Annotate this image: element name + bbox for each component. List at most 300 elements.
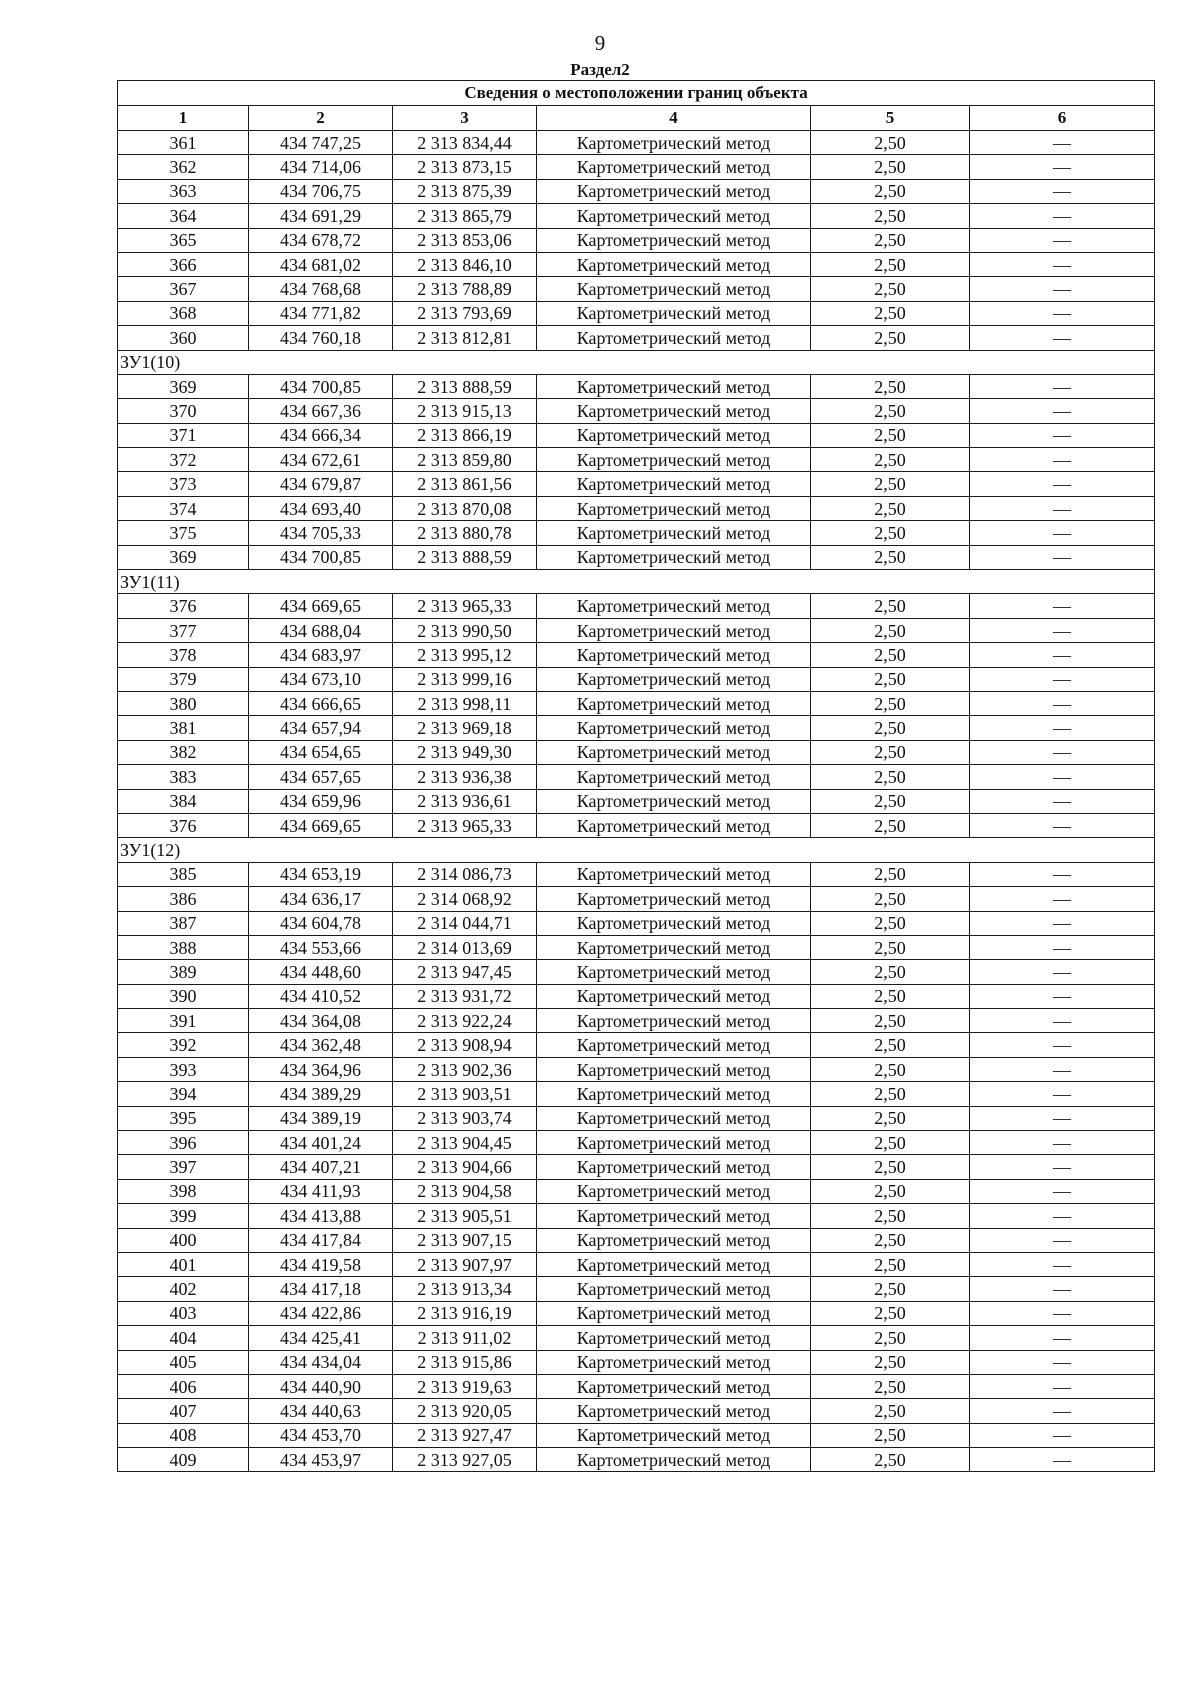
accuracy-cell: 2,50 [811, 521, 970, 545]
x-coordinate-cell: 434 654,65 [249, 740, 393, 764]
boundary-coordinates-table [117, 80, 1155, 1472]
point-number-cell: 399 [118, 1204, 249, 1228]
method-cell: Картометрический метод [537, 472, 811, 496]
column-header: 2 [249, 106, 393, 131]
method-cell: Картометрический метод [537, 131, 811, 155]
method-cell: Картометрический метод [537, 277, 811, 301]
y-coordinate-cell: 2 313 846,10 [393, 252, 537, 276]
table-row [118, 423, 1155, 447]
x-coordinate-cell: 434 434,04 [249, 1350, 393, 1374]
table-row [118, 740, 1155, 764]
x-coordinate-cell: 434 448,60 [249, 960, 393, 984]
accuracy-cell: 2,50 [811, 423, 970, 447]
note-cell: — [970, 1423, 1155, 1447]
table-row [118, 545, 1155, 569]
method-cell: Картометрический метод [537, 1082, 811, 1106]
point-number-cell: 385 [118, 862, 249, 886]
method-cell: Картометрический метод [537, 667, 811, 691]
point-number-cell: 388 [118, 935, 249, 959]
accuracy-cell: 2,50 [811, 204, 970, 228]
method-cell: Картометрический метод [537, 1009, 811, 1033]
x-coordinate-cell: 434 659,96 [249, 789, 393, 813]
method-cell: Картометрический метод [537, 716, 811, 740]
y-coordinate-cell: 2 313 965,33 [393, 813, 537, 837]
table-row [118, 1350, 1155, 1374]
note-cell: — [970, 1326, 1155, 1350]
point-number-cell: 402 [118, 1277, 249, 1301]
accuracy-cell: 2,50 [811, 1374, 970, 1398]
x-coordinate-cell: 434 417,18 [249, 1277, 393, 1301]
accuracy-cell: 2,50 [811, 496, 970, 520]
note-cell: — [970, 618, 1155, 642]
note-cell: — [970, 960, 1155, 984]
note-cell: — [970, 1082, 1155, 1106]
note-cell: — [970, 716, 1155, 740]
point-number-cell: 386 [118, 887, 249, 911]
note-cell: — [970, 204, 1155, 228]
accuracy-cell: 2,50 [811, 326, 970, 350]
x-coordinate-cell: 434 673,10 [249, 667, 393, 691]
table-row [118, 521, 1155, 545]
method-cell: Картометрический метод [537, 911, 811, 935]
accuracy-cell: 2,50 [811, 1399, 970, 1423]
y-coordinate-cell: 2 313 969,18 [393, 716, 537, 740]
y-coordinate-cell: 2 313 793,69 [393, 301, 537, 325]
note-cell: — [970, 131, 1155, 155]
method-cell: Картометрический метод [537, 1301, 811, 1325]
accuracy-cell: 2,50 [811, 887, 970, 911]
accuracy-cell: 2,50 [811, 1326, 970, 1350]
point-number-cell: 381 [118, 716, 249, 740]
table-row [118, 204, 1155, 228]
point-number-cell: 408 [118, 1423, 249, 1447]
note-cell: — [970, 643, 1155, 667]
note-cell: — [970, 594, 1155, 618]
method-cell: Картометрический метод [537, 1057, 811, 1081]
note-cell: — [970, 984, 1155, 1008]
method-cell: Картометрический метод [537, 521, 811, 545]
column-header: 4 [537, 106, 811, 131]
x-coordinate-cell: 434 700,85 [249, 545, 393, 569]
x-coordinate-cell: 434 413,88 [249, 1204, 393, 1228]
accuracy-cell: 2,50 [811, 667, 970, 691]
table-row [118, 277, 1155, 301]
point-number-cell: 378 [118, 643, 249, 667]
x-coordinate-cell: 434 389,19 [249, 1106, 393, 1130]
point-number-cell: 383 [118, 765, 249, 789]
point-number-cell: 380 [118, 691, 249, 715]
y-coordinate-cell: 2 313 936,61 [393, 789, 537, 813]
accuracy-cell: 2,50 [811, 691, 970, 715]
column-number-row [118, 106, 1155, 131]
accuracy-cell: 2,50 [811, 448, 970, 472]
table-row [118, 1057, 1155, 1081]
accuracy-cell: 2,50 [811, 862, 970, 886]
point-number-cell: 390 [118, 984, 249, 1008]
point-number-cell: 396 [118, 1131, 249, 1155]
point-number-cell: 409 [118, 1448, 249, 1472]
accuracy-cell: 2,50 [811, 813, 970, 837]
method-cell: Картометрический метод [537, 813, 811, 837]
point-number-cell: 382 [118, 740, 249, 764]
y-coordinate-cell: 2 313 788,89 [393, 277, 537, 301]
y-coordinate-cell: 2 314 086,73 [393, 862, 537, 886]
table-row [118, 1399, 1155, 1423]
x-coordinate-cell: 434 679,87 [249, 472, 393, 496]
table-row [118, 1228, 1155, 1252]
point-number-cell: 365 [118, 228, 249, 252]
method-cell: Картометрический метод [537, 1179, 811, 1203]
table-row [118, 496, 1155, 520]
point-number-cell: 400 [118, 1228, 249, 1252]
point-number-cell: 366 [118, 252, 249, 276]
table-row [118, 179, 1155, 203]
method-cell: Картометрический метод [537, 399, 811, 423]
accuracy-cell: 2,50 [811, 228, 970, 252]
note-cell: — [970, 765, 1155, 789]
note-cell: — [970, 1277, 1155, 1301]
point-number-cell: 362 [118, 155, 249, 179]
method-cell: Картометрический метод [537, 179, 811, 203]
point-number-cell: 405 [118, 1350, 249, 1374]
y-coordinate-cell: 2 313 990,50 [393, 618, 537, 642]
method-cell: Картометрический метод [537, 1204, 811, 1228]
y-coordinate-cell: 2 313 880,78 [393, 521, 537, 545]
table-row [118, 1033, 1155, 1057]
accuracy-cell: 2,50 [811, 984, 970, 1008]
accuracy-cell: 2,50 [811, 1252, 970, 1276]
point-number-cell: 374 [118, 496, 249, 520]
table-row [118, 155, 1155, 179]
note-cell: — [970, 1155, 1155, 1179]
accuracy-cell: 2,50 [811, 935, 970, 959]
note-cell: — [970, 813, 1155, 837]
x-coordinate-cell: 434 683,97 [249, 643, 393, 667]
table-row [118, 399, 1155, 423]
point-number-cell: 393 [118, 1057, 249, 1081]
note-cell: — [970, 277, 1155, 301]
table-row [118, 1082, 1155, 1106]
y-coordinate-cell: 2 313 907,97 [393, 1252, 537, 1276]
method-cell: Картометрический метод [537, 594, 811, 618]
y-coordinate-cell: 2 313 812,81 [393, 326, 537, 350]
note-cell: — [970, 691, 1155, 715]
point-number-cell: 395 [118, 1106, 249, 1130]
y-coordinate-cell: 2 313 902,36 [393, 1057, 537, 1081]
method-cell: Картометрический метод [537, 960, 811, 984]
method-cell: Картометрический метод [537, 1252, 811, 1276]
y-coordinate-cell: 2 313 931,72 [393, 984, 537, 1008]
x-coordinate-cell: 434 672,61 [249, 448, 393, 472]
section-title: Раздел2 [570, 60, 630, 79]
y-coordinate-cell: 2 313 908,94 [393, 1033, 537, 1057]
note-cell: — [970, 935, 1155, 959]
accuracy-cell: 2,50 [811, 179, 970, 203]
group-header-row [118, 570, 1155, 594]
column-header: 6 [970, 106, 1155, 131]
y-coordinate-cell: 2 313 995,12 [393, 643, 537, 667]
y-coordinate-cell: 2 313 907,15 [393, 1228, 537, 1252]
accuracy-cell: 2,50 [811, 1204, 970, 1228]
note-cell: — [970, 301, 1155, 325]
table-row [118, 813, 1155, 837]
accuracy-cell: 2,50 [811, 1350, 970, 1374]
column-header: 5 [811, 106, 970, 131]
note-cell: — [970, 887, 1155, 911]
accuracy-cell: 2,50 [811, 1423, 970, 1447]
note-cell: — [970, 1228, 1155, 1252]
table-row [118, 472, 1155, 496]
y-coordinate-cell: 2 313 965,33 [393, 594, 537, 618]
y-coordinate-cell: 2 313 870,08 [393, 496, 537, 520]
point-number-cell: 387 [118, 911, 249, 935]
note-cell: — [970, 423, 1155, 447]
method-cell: Картометрический метод [537, 691, 811, 715]
table-row [118, 1448, 1155, 1472]
x-coordinate-cell: 434 706,75 [249, 179, 393, 203]
y-coordinate-cell: 2 313 834,44 [393, 131, 537, 155]
table-row [118, 1301, 1155, 1325]
y-coordinate-cell: 2 313 888,59 [393, 545, 537, 569]
table-row [118, 1252, 1155, 1276]
x-coordinate-cell: 434 747,25 [249, 131, 393, 155]
point-number-cell: 370 [118, 399, 249, 423]
point-number-cell: 361 [118, 131, 249, 155]
point-number-cell: 397 [118, 1155, 249, 1179]
x-coordinate-cell: 434 407,21 [249, 1155, 393, 1179]
x-coordinate-cell: 434 678,72 [249, 228, 393, 252]
x-coordinate-cell: 434 453,97 [249, 1448, 393, 1472]
accuracy-cell: 2,50 [811, 960, 970, 984]
point-number-cell: 363 [118, 179, 249, 203]
y-coordinate-cell: 2 313 936,38 [393, 765, 537, 789]
note-cell: — [970, 1131, 1155, 1155]
note-cell: — [970, 448, 1155, 472]
method-cell: Картометрический метод [537, 545, 811, 569]
table-body [118, 131, 1155, 1472]
accuracy-cell: 2,50 [811, 1277, 970, 1301]
point-number-cell: 372 [118, 448, 249, 472]
y-coordinate-cell: 2 313 913,34 [393, 1277, 537, 1301]
method-cell: Картометрический метод [537, 887, 811, 911]
table-row [118, 789, 1155, 813]
table-row [118, 1131, 1155, 1155]
group-label: ЗУ1(10) [118, 350, 1155, 374]
x-coordinate-cell: 434 411,93 [249, 1179, 393, 1203]
method-cell: Картометрический метод [537, 423, 811, 447]
x-coordinate-cell: 434 410,52 [249, 984, 393, 1008]
table-row [118, 326, 1155, 350]
table-row [118, 301, 1155, 325]
method-cell: Картометрический метод [537, 789, 811, 813]
point-number-cell: 401 [118, 1252, 249, 1276]
method-cell: Картометрический метод [537, 1423, 811, 1447]
point-number-cell: 367 [118, 277, 249, 301]
table-row [118, 374, 1155, 398]
point-number-cell: 394 [118, 1082, 249, 1106]
x-coordinate-cell: 434 419,58 [249, 1252, 393, 1276]
method-cell: Картометрический метод [537, 448, 811, 472]
y-coordinate-cell: 2 313 927,47 [393, 1423, 537, 1447]
method-cell: Картометрический метод [537, 1399, 811, 1423]
method-cell: Картометрический метод [537, 935, 811, 959]
point-number-cell: 398 [118, 1179, 249, 1203]
y-coordinate-cell: 2 313 904,45 [393, 1131, 537, 1155]
x-coordinate-cell: 434 422,86 [249, 1301, 393, 1325]
note-cell: — [970, 1374, 1155, 1398]
point-number-cell: 376 [118, 813, 249, 837]
method-cell: Картометрический метод [537, 643, 811, 667]
accuracy-cell: 2,50 [811, 399, 970, 423]
y-coordinate-cell: 2 313 865,79 [393, 204, 537, 228]
method-cell: Картометрический метод [537, 1350, 811, 1374]
note-cell: — [970, 521, 1155, 545]
x-coordinate-cell: 434 666,34 [249, 423, 393, 447]
table-row [118, 228, 1155, 252]
y-coordinate-cell: 2 313 922,24 [393, 1009, 537, 1033]
method-cell: Картометрический метод [537, 1106, 811, 1130]
table-row [118, 1423, 1155, 1447]
x-coordinate-cell: 434 389,29 [249, 1082, 393, 1106]
table-row [118, 618, 1155, 642]
note-cell: — [970, 1009, 1155, 1033]
table-row [118, 887, 1155, 911]
accuracy-cell: 2,50 [811, 301, 970, 325]
y-coordinate-cell: 2 313 999,16 [393, 667, 537, 691]
note-cell: — [970, 911, 1155, 935]
x-coordinate-cell: 434 657,65 [249, 765, 393, 789]
accuracy-cell: 2,50 [811, 1033, 970, 1057]
x-coordinate-cell: 434 705,33 [249, 521, 393, 545]
accuracy-cell: 2,50 [811, 1009, 970, 1033]
table-row [118, 1374, 1155, 1398]
x-coordinate-cell: 434 768,68 [249, 277, 393, 301]
accuracy-cell: 2,50 [811, 131, 970, 155]
point-number-cell: 368 [118, 301, 249, 325]
note-cell: — [970, 399, 1155, 423]
x-coordinate-cell: 434 688,04 [249, 618, 393, 642]
y-coordinate-cell: 2 313 919,63 [393, 1374, 537, 1398]
method-cell: Картометрический метод [537, 1155, 811, 1179]
y-coordinate-cell: 2 313 853,06 [393, 228, 537, 252]
accuracy-cell: 2,50 [811, 740, 970, 764]
x-coordinate-cell: 434 700,85 [249, 374, 393, 398]
method-cell: Картометрический метод [537, 984, 811, 1008]
page-number: 9 [594, 31, 606, 55]
x-coordinate-cell: 434 669,65 [249, 594, 393, 618]
accuracy-cell: 2,50 [811, 374, 970, 398]
accuracy-cell: 2,50 [811, 1106, 970, 1130]
method-cell: Картометрический метод [537, 1033, 811, 1057]
method-cell: Картометрический метод [537, 1326, 811, 1350]
point-number-cell: 373 [118, 472, 249, 496]
note-cell: — [970, 374, 1155, 398]
accuracy-cell: 2,50 [811, 252, 970, 276]
note-cell: — [970, 228, 1155, 252]
note-cell: — [970, 155, 1155, 179]
x-coordinate-cell: 434 636,17 [249, 887, 393, 911]
table-row [118, 1277, 1155, 1301]
x-coordinate-cell: 434 771,82 [249, 301, 393, 325]
x-coordinate-cell: 434 693,40 [249, 496, 393, 520]
method-cell: Картометрический метод [537, 252, 811, 276]
column-header: 1 [118, 106, 249, 131]
point-number-cell: 369 [118, 374, 249, 398]
table-row [118, 862, 1155, 886]
table-row [118, 1326, 1155, 1350]
accuracy-cell: 2,50 [811, 1155, 970, 1179]
point-number-cell: 377 [118, 618, 249, 642]
x-coordinate-cell: 434 760,18 [249, 326, 393, 350]
y-coordinate-cell: 2 313 911,02 [393, 1326, 537, 1350]
y-coordinate-cell: 2 313 904,66 [393, 1155, 537, 1179]
table-row [118, 935, 1155, 959]
accuracy-cell: 2,50 [811, 472, 970, 496]
method-cell: Картометрический метод [537, 496, 811, 520]
group-label: ЗУ1(11) [118, 570, 1155, 594]
y-coordinate-cell: 2 313 903,51 [393, 1082, 537, 1106]
note-cell: — [970, 1301, 1155, 1325]
note-cell: — [970, 545, 1155, 569]
x-coordinate-cell: 434 401,24 [249, 1131, 393, 1155]
point-number-cell: 406 [118, 1374, 249, 1398]
accuracy-cell: 2,50 [811, 155, 970, 179]
note-cell: — [970, 179, 1155, 203]
point-number-cell: 384 [118, 789, 249, 813]
method-cell: Картометрический метод [537, 326, 811, 350]
accuracy-cell: 2,50 [811, 1301, 970, 1325]
y-coordinate-cell: 2 313 859,80 [393, 448, 537, 472]
x-coordinate-cell: 434 691,29 [249, 204, 393, 228]
y-coordinate-cell: 2 313 875,39 [393, 179, 537, 203]
column-header: 3 [393, 106, 537, 131]
method-cell: Картометрический метод [537, 374, 811, 398]
x-coordinate-cell: 434 669,65 [249, 813, 393, 837]
x-coordinate-cell: 434 417,84 [249, 1228, 393, 1252]
table-caption: Сведения о местоположении границ объекта [118, 81, 1155, 106]
x-coordinate-cell: 434 657,94 [249, 716, 393, 740]
y-coordinate-cell: 2 313 904,58 [393, 1179, 537, 1203]
y-coordinate-cell: 2 313 916,19 [393, 1301, 537, 1325]
accuracy-cell: 2,50 [811, 1179, 970, 1203]
x-coordinate-cell: 434 364,08 [249, 1009, 393, 1033]
accuracy-cell: 2,50 [811, 1131, 970, 1155]
y-coordinate-cell: 2 313 903,74 [393, 1106, 537, 1130]
y-coordinate-cell: 2 313 866,19 [393, 423, 537, 447]
table-row [118, 984, 1155, 1008]
x-coordinate-cell: 434 667,36 [249, 399, 393, 423]
x-coordinate-cell: 434 714,06 [249, 155, 393, 179]
table-row [118, 691, 1155, 715]
y-coordinate-cell: 2 313 927,05 [393, 1448, 537, 1472]
table-row [118, 1204, 1155, 1228]
note-cell: — [970, 1106, 1155, 1130]
x-coordinate-cell: 434 425,41 [249, 1326, 393, 1350]
group-label: ЗУ1(12) [118, 838, 1155, 862]
accuracy-cell: 2,50 [811, 1448, 970, 1472]
note-cell: — [970, 862, 1155, 886]
y-coordinate-cell: 2 313 873,15 [393, 155, 537, 179]
note-cell: — [970, 1252, 1155, 1276]
table-row [118, 667, 1155, 691]
y-coordinate-cell: 2 314 044,71 [393, 911, 537, 935]
x-coordinate-cell: 434 604,78 [249, 911, 393, 935]
table-row [118, 448, 1155, 472]
note-cell: — [970, 1399, 1155, 1423]
point-number-cell: 392 [118, 1033, 249, 1057]
table-row [118, 765, 1155, 789]
method-cell: Картометрический метод [537, 862, 811, 886]
